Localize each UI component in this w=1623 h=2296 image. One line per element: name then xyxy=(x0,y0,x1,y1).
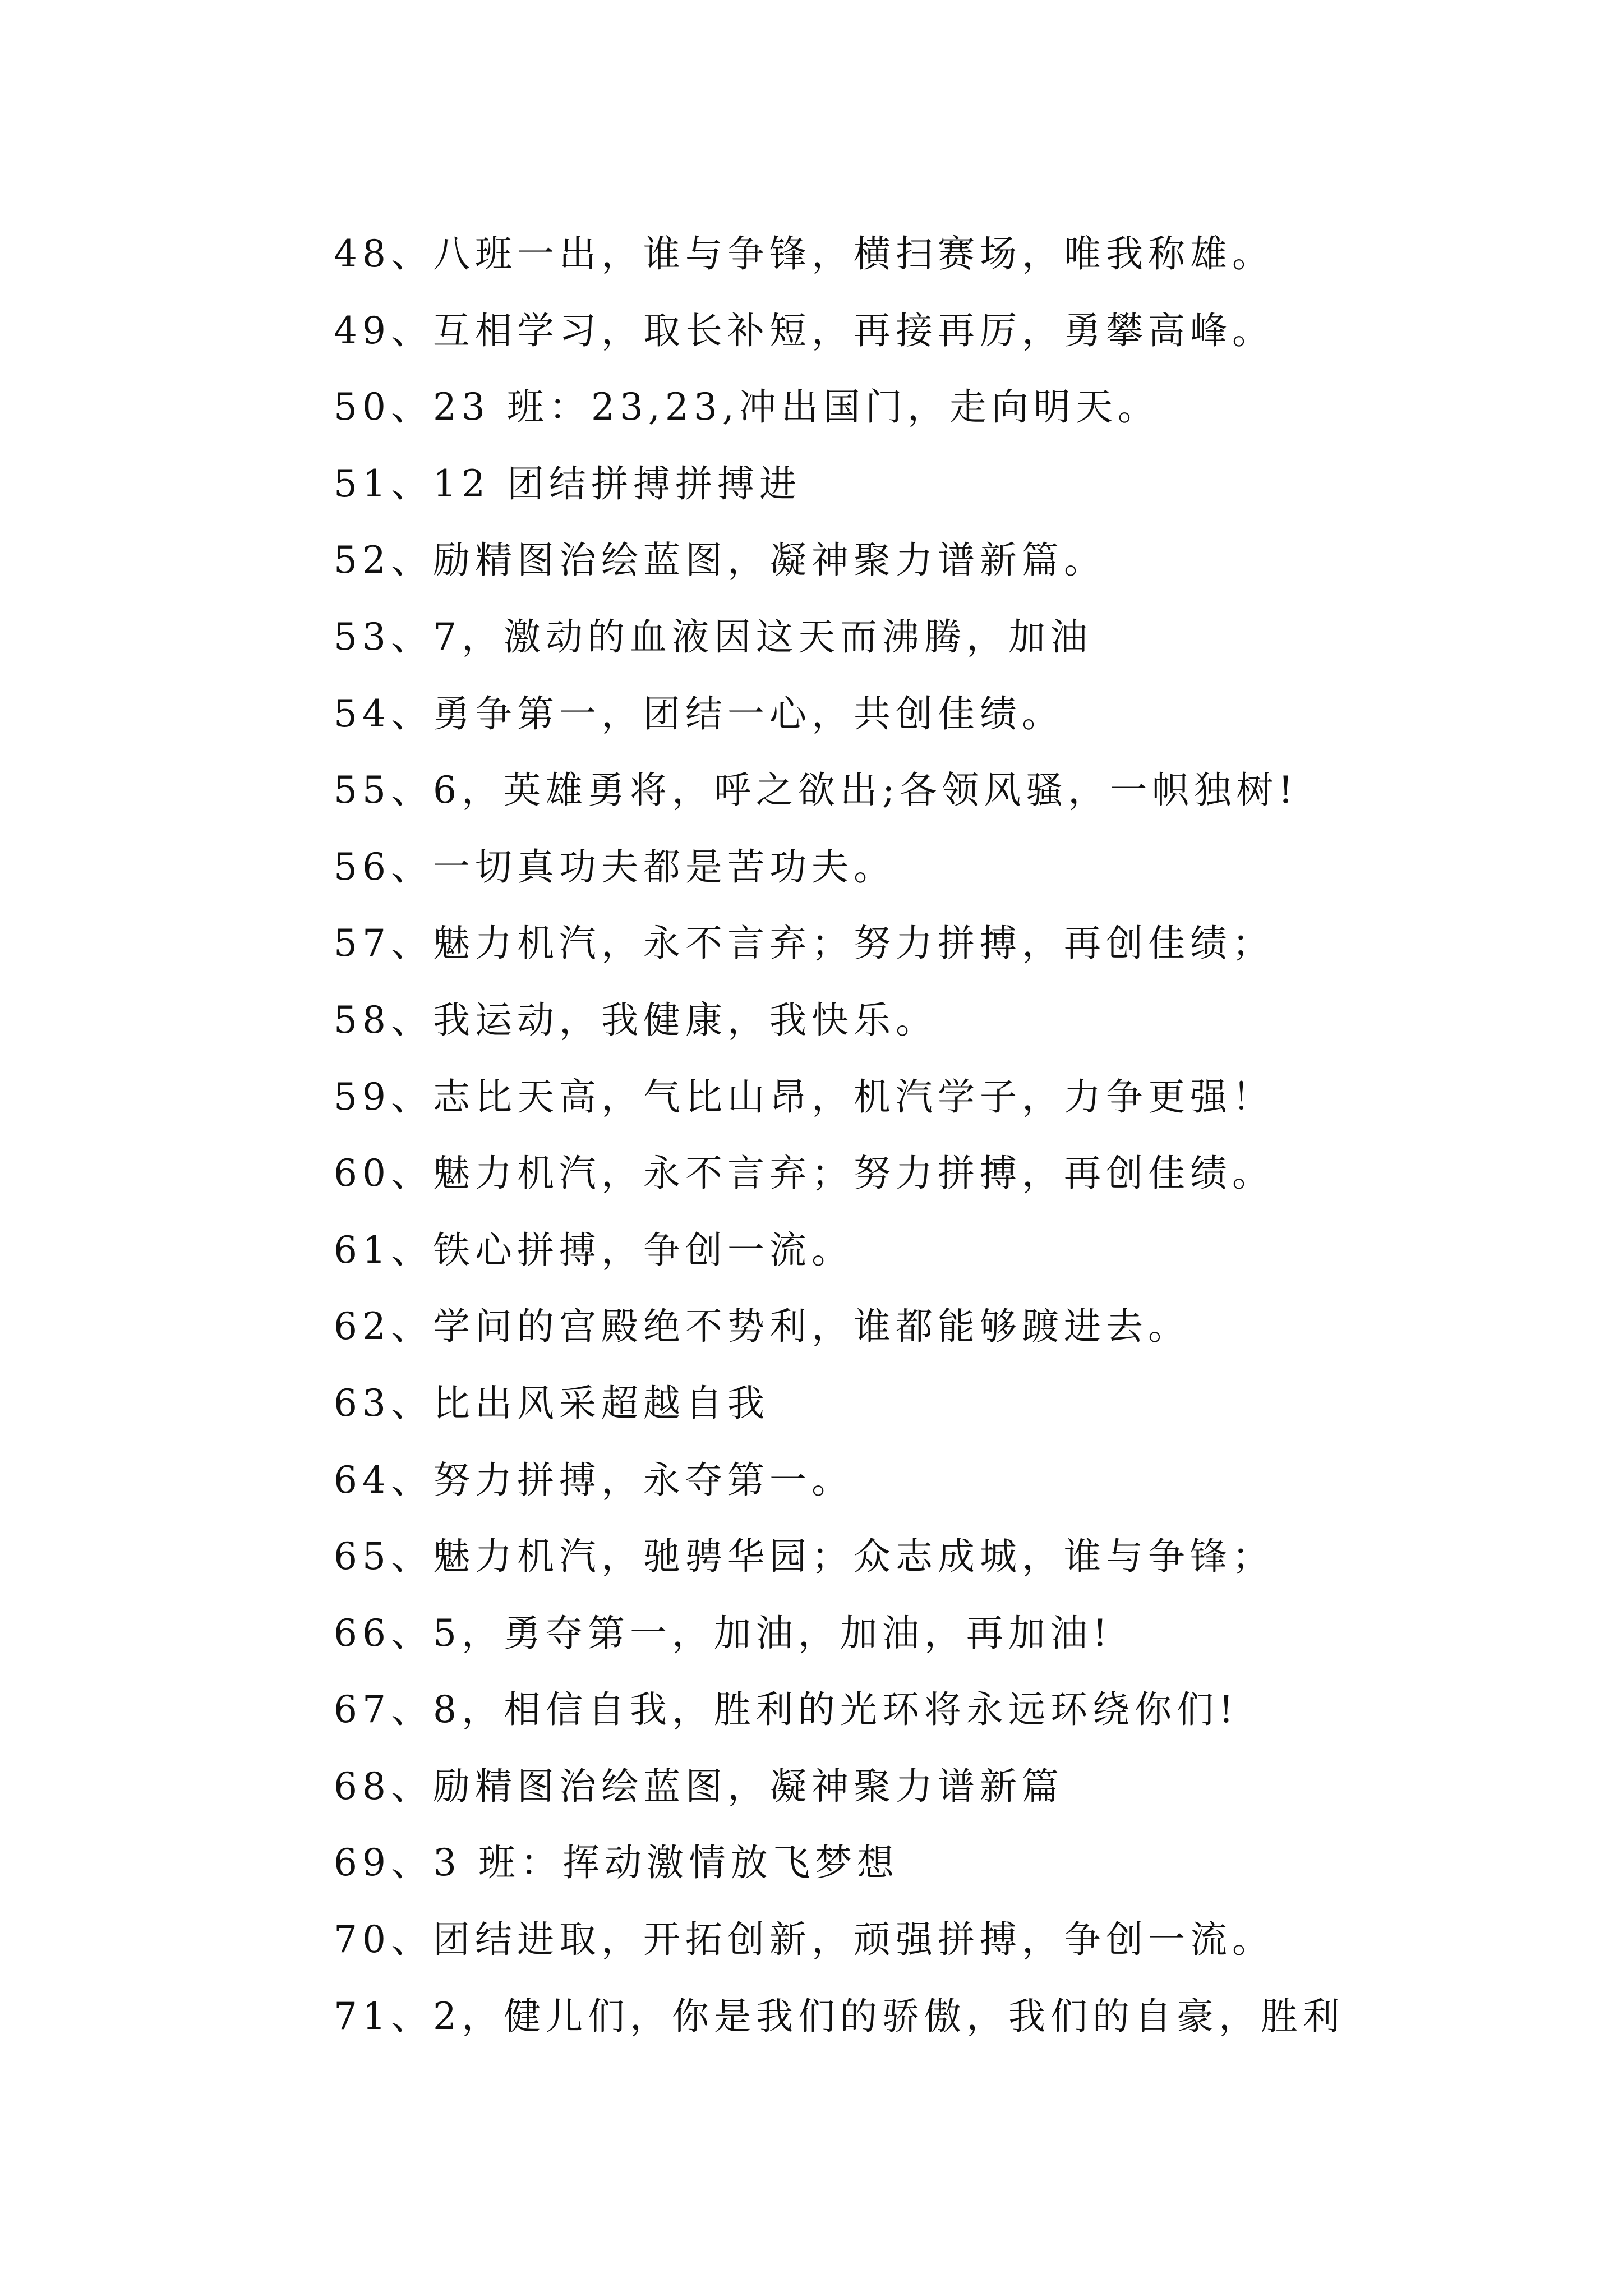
list-item: 63、比出风采超越自我 xyxy=(334,1381,769,1425)
slogan-list xyxy=(334,216,1511,2055)
list-item: 62、学问的宫殿绝不势利，谁都能够踱进去。 xyxy=(334,1305,1190,1349)
list-item: 61、铁心拼搏，争创一流。 xyxy=(334,1228,854,1272)
list-item: 66、5，勇夺第一，加油，加油，再加油! xyxy=(334,1611,1113,1655)
list-item: 60、魅力机汽，永不言弃；努力拼搏，再创佳绩。 xyxy=(334,1152,1274,1195)
list-item: 71、2，健儿们，你是我们的骄傲，我们的自豪，胜利 xyxy=(334,1994,1345,2038)
list-item: 56、一切真功夫都是苦功夫。 xyxy=(334,845,896,889)
list-item: 59、志比天高，气比山昂，机汽学子，力争更强！ xyxy=(334,1075,1274,1119)
list-item: 69、3 班：挥动激情放飞梦想 xyxy=(334,1841,899,1885)
list-item: 51、12 团结拼搏拼搏进 xyxy=(334,462,801,505)
list-item: 68、励精图治绘蓝图，凝神聚力谱新篇 xyxy=(334,1764,1064,1808)
list-item: 49、互相学习，取长补短，再接再厉，勇攀高峰。 xyxy=(334,309,1274,352)
list-item: 64、努力拼搏，永夺第一。 xyxy=(334,1458,854,1502)
list-item: 65、魅力机汽，驰骋华园；众志成城，谁与争锋； xyxy=(334,1535,1274,1579)
list-item: 48、八班一出，谁与争锋，横扫赛场，唯我称雄。 xyxy=(334,232,1274,275)
list-item: 53、7，激动的血液因这天而沸腾，加油 xyxy=(334,615,1092,659)
list-item: 57、魅力机汽，永不言弃；努力拼搏，再创佳绩； xyxy=(334,922,1274,965)
list-item: 70、团结进取，开拓创新，顽强拼搏，争创一流。 xyxy=(334,1918,1274,1962)
list-item: 55、6，英雄勇将，呼之欲出;各领风骚，一帜独树! xyxy=(334,769,1298,812)
list-item: 58、我运动，我健康，我快乐。 xyxy=(334,998,938,1042)
list-item: 67、8，相信自我，胜利的光环将永远环绕你们! xyxy=(334,1688,1239,1732)
list-item: 50、23 班：23,23,冲出国门，走向明天。 xyxy=(334,385,1160,429)
list-item: 54、勇争第一，团结一心，共创佳绩。 xyxy=(334,692,1064,735)
list-item: 52、励精图治绘蓝图，凝神聚力谱新篇。 xyxy=(334,539,1106,582)
